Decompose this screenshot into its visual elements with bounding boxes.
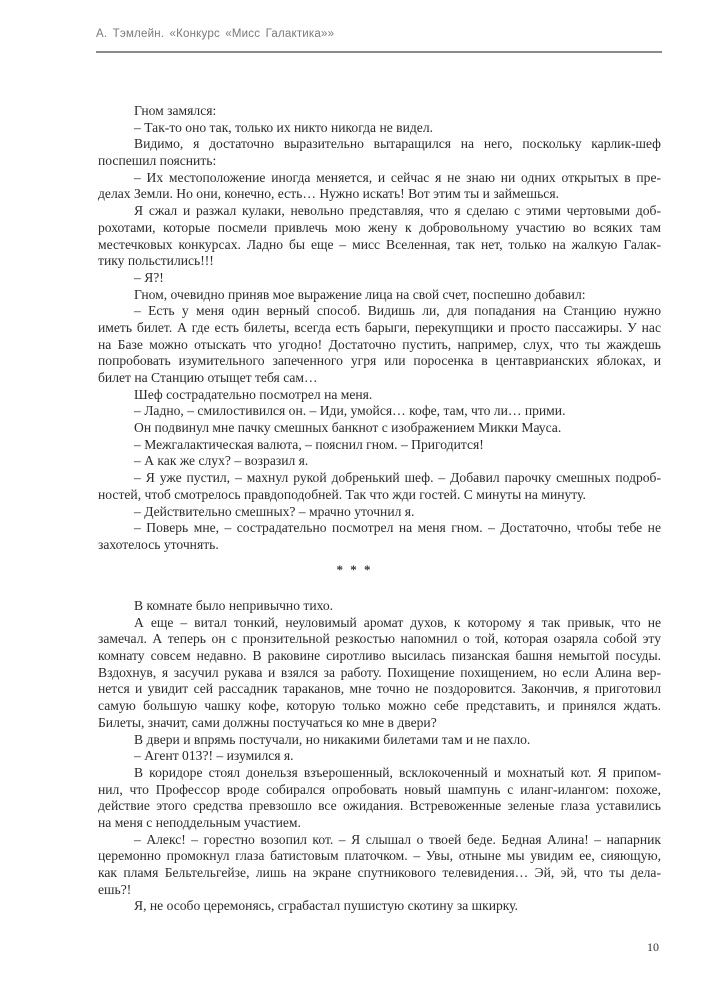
- text-line: В двери и впрямь постучали, но никакими билетами там и не пахло.: [134, 731, 531, 747]
- paragraph: [98, 832, 661, 899]
- text-line: Гном, очевидно приняв мое выражение лица на свой счет, поспешно добавил:: [134, 286, 586, 302]
- text-line: – Действительно смешных? – мрачно уточнил я.: [134, 503, 415, 519]
- text-section-1: [98, 103, 661, 554]
- text-line: Билеты, значит, сами должны постучаться ко мне в двери?: [98, 714, 437, 730]
- text-line: ностей, чтоб смотрелось правдоподобней. Так что жди гостей. С минуты на минуту.: [98, 486, 586, 502]
- text-line: В коридоре стоял донельзя взъерошенный, всклокоченный и мохнатый кот. Я припом-: [134, 764, 661, 780]
- text-line: – Есть у меня один верный способ. Видишь ли, для попадания на Станцию нужно: [134, 303, 661, 319]
- header-divider: [96, 51, 662, 53]
- paragraph: [98, 615, 661, 732]
- paragraph: [98, 504, 661, 521]
- paragraph: [98, 203, 661, 270]
- paragraph: [98, 470, 661, 503]
- text-line: на меня с неподдельным участием.: [98, 814, 301, 830]
- text-line: – Ладно, – смилостивился он. – Иди, умойся… кофе, там, что ли… прими.: [134, 403, 566, 419]
- text-line: – Их местоположение иногда меняется, и сейчас я не знаю ни одних открытых в пре-: [134, 169, 661, 185]
- text-line: А еще – витал тонкий, неуловимый аромат духов, к которому я так привык, что не: [134, 614, 661, 630]
- text-line: действие этого средства превзошло все ожидания. Встревоженные зеленые глаза уставились: [98, 798, 661, 814]
- text-line: захотелось уточнять.: [98, 536, 219, 552]
- text-line: – Агент 013?! – изумился я.: [134, 748, 294, 764]
- paragraph: [98, 420, 661, 437]
- text-line: местечковых конкурсах. Ладно бы еще – мисс Вселенная, так нет, только на жалкую Галак-: [98, 236, 661, 252]
- text-line: рохотами, которые посмели привлечь мою жену к добровольному участию во всяких там: [98, 219, 661, 235]
- text-line: Гном замялся:: [134, 103, 217, 118]
- paragraph: [98, 437, 661, 454]
- text-line: – Межгалактическая валюта, – пояснил гном. – Пригодится!: [134, 436, 484, 452]
- text-line: на Базе можно отыскать что угодно! Достаточно пустить, например, слух, что ты жаждешь: [98, 336, 661, 352]
- text-line: Шеф сострадательно посмотрел на меня.: [134, 386, 373, 402]
- paragraph: [98, 120, 661, 137]
- paragraph: [98, 270, 661, 287]
- text-line: самую большую чашку кофе, которую только можно себе представить, и принялся ждать.: [98, 698, 661, 714]
- paragraph: [98, 403, 661, 420]
- text-line: Видимо, я достаточно выразительно вытаращился на него, поскольку карлик-шеф: [134, 136, 661, 152]
- running-header: А. Тэмлейн. «Конкурс «Мисс Галактика»»: [96, 28, 335, 40]
- text-line: церемонно промокнул глаза батистовым платочком. – Увы, отныне мы увидим ее, сияющую,: [98, 848, 661, 864]
- text-line: – Я уже пустил, – махнул рукой добренький шеф. – Добавил парочку смешных подроб-: [134, 470, 661, 486]
- text-line: – Так-то оно так, только их никто никогда не видел.: [134, 119, 434, 135]
- text-line: В комнате было непривычно тихо.: [134, 598, 334, 613]
- text-line: делах Земли. Но они, конечно, есть… Нужно искать! Вот этим ты и займешься.: [98, 186, 559, 202]
- paragraph: [98, 898, 661, 915]
- paragraph: [98, 387, 661, 404]
- text-line: – Я?!: [134, 269, 164, 285]
- text-line: Я, не особо церемонясь, сграбастал пушистую скотину за шкирку.: [134, 898, 519, 914]
- paragraph: [98, 303, 661, 386]
- text-line: – Поверь мне, – сострадательно посмотрел на меня гном. – Достаточно, чтобы тебе не: [134, 520, 661, 536]
- text-line: билет на Станцию отыщет тебя сам…: [98, 370, 318, 385]
- text-line: Он подвинул мне пачку смешных банкнот с изображением Микки Мауса.: [134, 420, 562, 436]
- paragraph: [98, 748, 661, 765]
- paragraph: [98, 287, 661, 304]
- text-section-2: [98, 598, 661, 915]
- text-line: ешь?!: [98, 881, 132, 897]
- text-line: – А как же слух? – возразил я.: [134, 453, 309, 469]
- paragraph: [98, 520, 661, 553]
- page-number: 10: [647, 940, 659, 954]
- paragraph: [98, 103, 661, 120]
- paragraph: [98, 765, 661, 832]
- text-line: комнату совсем недавно. В раковине сиротливо высилась пизанская башня немытой посуды.: [98, 648, 661, 664]
- text-line: нил, что Профессор вроде собирался опробовать новый шампунь с иланг-илангом: похоже,: [98, 781, 661, 797]
- text-line: замечал. А теперь он с пронзительной резкостью напомнил о той, которая озаряла собой эту: [98, 631, 661, 647]
- text-line: Вздохнув, я засучил рукава и взялся за работу. Похищение похищением, но если Алина вер-: [98, 664, 661, 680]
- text-line: как пламя Бельтельгейзе, лишь на экране спутникового телевидения… Эй, эй, что ты дела-: [98, 865, 661, 880]
- text-line: Я сжал и разжал кулаки, невольно представляя, что я сделаю с этими чертовыми доб-: [134, 203, 661, 219]
- text-line: тику польстились!!!: [98, 253, 214, 269]
- paragraph: [98, 598, 661, 615]
- section-separator: * * *: [336, 562, 373, 577]
- paragraph: [98, 170, 661, 203]
- paragraph: [98, 136, 661, 169]
- paragraph: [98, 732, 661, 749]
- text-line: иметь билет. А где есть билеты, всегда есть барыги, перекупщики и просто пассажиры. У нас: [98, 319, 661, 335]
- text-line: попробовать изумительного запеченного угря или поросенка в центаврианских яблоках, и: [98, 353, 661, 369]
- text-line: поспешил пояснить:: [98, 153, 217, 169]
- text-line: – Алекс! – горестно возопил кот. – Я слышал о твоей беде. Бедная Алина! – напарник: [134, 831, 661, 847]
- text-line: нется и увидит сей рассадник тараканов, мне точно не поздоровится. Закончив, я приготовил: [98, 681, 661, 697]
- paragraph: [98, 453, 661, 470]
